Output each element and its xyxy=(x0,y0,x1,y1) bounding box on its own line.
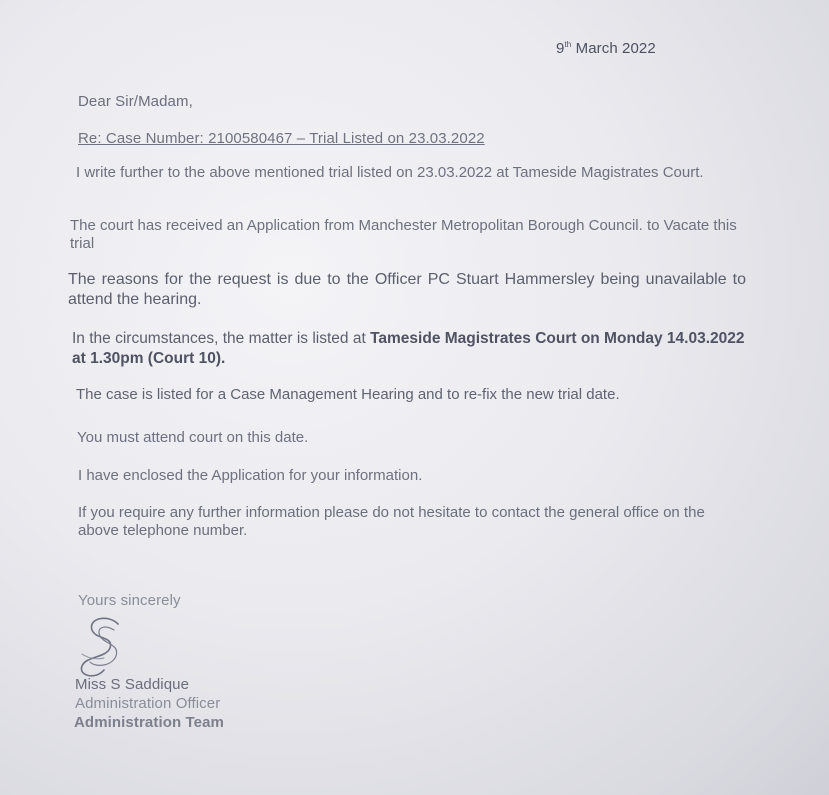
closing: Yours sincerely xyxy=(78,592,181,609)
date-day: 9 xyxy=(556,40,565,57)
signatory-team: Administration Team xyxy=(74,714,224,731)
letter-date xyxy=(556,36,656,58)
paragraph-trial-listing: I write further to the above mentioned trial listed on 23.03.2022 at Tameside Magistrates Court. xyxy=(76,164,704,181)
signatory-role: Administration Officer xyxy=(75,695,221,712)
paragraph-reasons: The reasons for the request is due to the Officer PC Stuart Hammersley being unavailable to attend the hearing. xyxy=(68,271,746,308)
signatory-name: Miss S Saddique xyxy=(75,676,190,693)
new-listing-details: Tameside Magistrates Court on Monday 14.03.2022 at 1.30pm (Court 10). xyxy=(72,330,745,367)
paragraph-case-management: The case is listed for a Case Management Hearing and to re-fix the new trial date. xyxy=(76,386,620,403)
date-month-year: March 2022 xyxy=(571,40,656,57)
paragraph-enclosure: I have enclosed the Application for your information. xyxy=(78,467,423,484)
date-suffix: th xyxy=(564,40,572,49)
paragraph-further-info: If you require any further information please do not hesitate to contact the general office on the above telephone number. xyxy=(78,504,705,539)
paragraph-new-listing xyxy=(72,329,752,369)
signature-icon xyxy=(74,614,134,680)
salutation: Dear Sir/Madam, xyxy=(78,93,193,110)
new-listing-intro: In the circumstances, the matter is listed at xyxy=(72,330,371,347)
paragraph-must-attend: You must attend court on this date. xyxy=(77,429,309,446)
case-reference: Re: Case Number: 2100580467 – Trial Listed on 23.03.2022 xyxy=(78,130,485,147)
paragraph-application: The court has received an Application from Manchester Metropolitan Borough Council. to Vacate this trial xyxy=(70,217,737,252)
